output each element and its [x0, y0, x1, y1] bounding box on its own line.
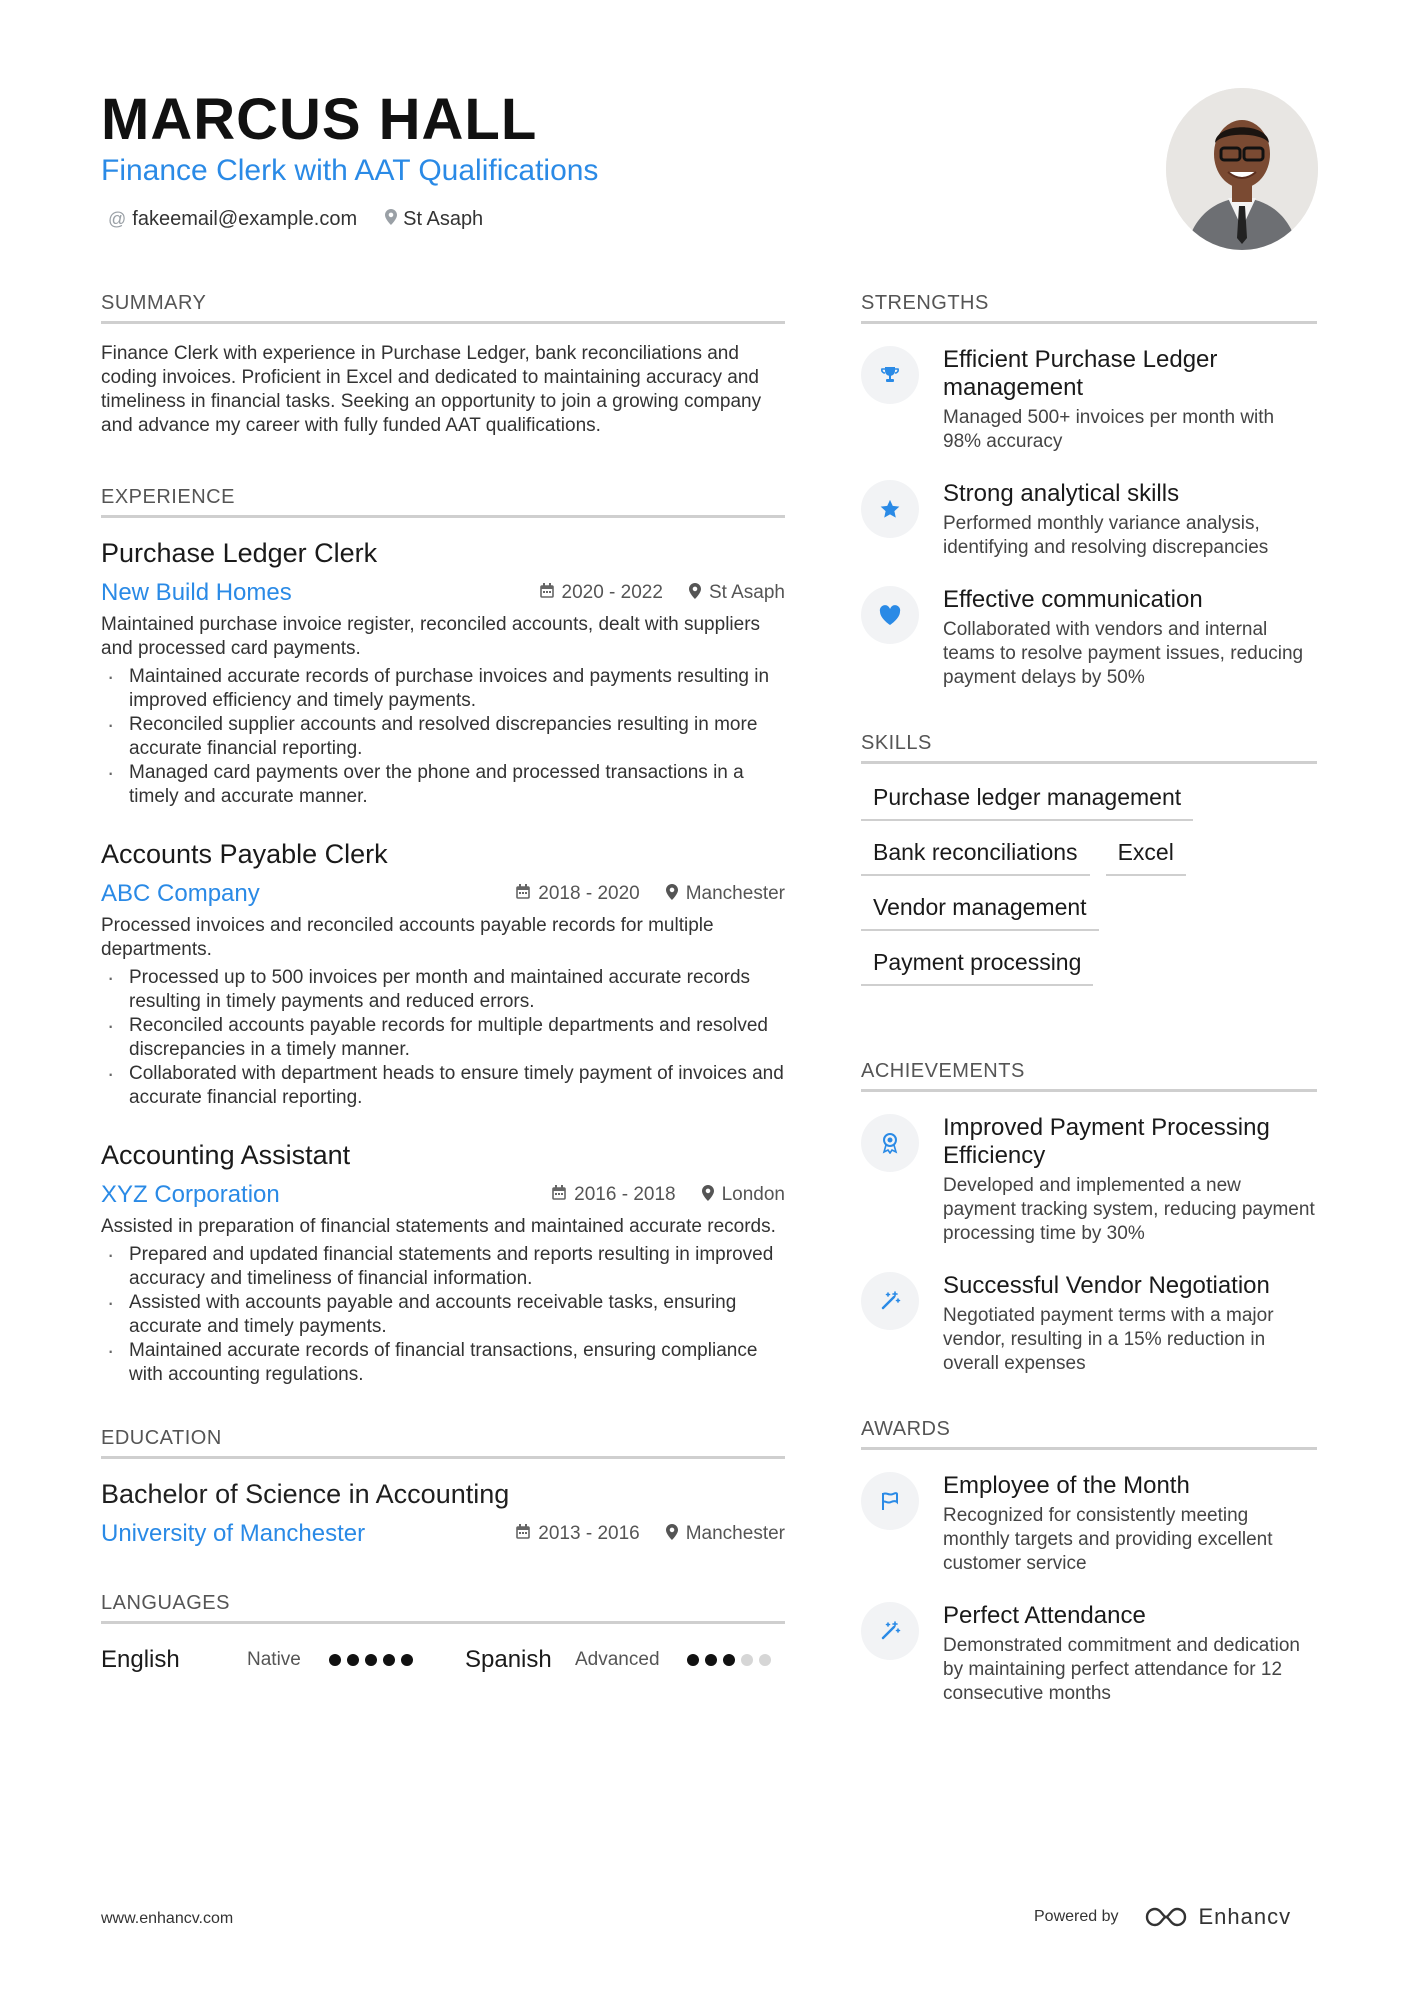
skill-row — [861, 943, 1317, 986]
job-subheader — [101, 579, 785, 607]
strength-body — [943, 480, 1317, 560]
education-meta — [516, 1523, 785, 1545]
rating-dot — [347, 1654, 359, 1666]
location-text: London — [721, 1184, 785, 1205]
strength-desc: Managed 500+ invoices per month with 98% accuracy — [943, 407, 1275, 452]
contact-location — [385, 208, 483, 231]
skill-tag: Payment processing — [861, 943, 1093, 986]
strength-item — [861, 346, 1317, 454]
bullet-item: · Managed card payments over the phone and processed transactions in a timely and accurate manner. — [101, 761, 785, 809]
wand-icon — [861, 1272, 919, 1330]
job-location — [666, 883, 785, 905]
achievement-body — [943, 1114, 1317, 1246]
strength-desc: Collaborated with vendors and internal teams to resolve payment issues, reducing payment delays by 50% — [943, 619, 1304, 688]
summary-text: Finance Clerk with experience in Purchase Ledger, bank reconciliations and coding invoices. Proficient in Excel and dedicated to maintaining accuracy and timeliness in financial tasks. Seeking an opportunity to join a growing company and advance my career with fully funded AAT qualifications. — [101, 343, 762, 436]
bullet-item: · Maintained accurate records of financial transactions, ensuring compliance with accounting regulations. — [101, 1339, 785, 1387]
rating-dot — [723, 1654, 735, 1666]
brand-logo[interactable] — [1143, 1904, 1292, 1930]
award-body — [943, 1472, 1317, 1576]
skills-list — [861, 778, 1317, 986]
bullet-item: · Prepared and updated financial statements and reports resulting in improved accuracy and timeliness of financial information. — [101, 1243, 785, 1291]
location-text: St Asaph — [708, 582, 785, 603]
strength-body — [943, 586, 1317, 690]
rating-dot — [759, 1654, 771, 1666]
award-title: Employee of the Month — [943, 1472, 1190, 1499]
wand-icon — [861, 1602, 919, 1660]
calendar-icon — [540, 583, 554, 603]
location-text: St Asaph — [403, 208, 484, 230]
strength-desc: Performed monthly variance analysis, identifying and resolving discrepancies — [943, 513, 1269, 558]
rating-dot — [401, 1654, 413, 1666]
company-name[interactable]: New Build Homes — [101, 579, 292, 606]
profile-photo — [1166, 88, 1318, 250]
job-title: Purchase Ledger Clerk — [101, 538, 378, 568]
bullet-item: · Assisted with accounts payable and accounts receivable tasks, ensuring accurate and timely payments. — [101, 1291, 785, 1339]
achievement-item — [861, 1272, 1317, 1376]
language-name: Spanish — [465, 1646, 552, 1673]
job-subheader — [101, 1181, 785, 1209]
job-bullets — [101, 1243, 785, 1387]
calendar-icon — [552, 1185, 566, 1205]
company-name[interactable]: XYZ Corporation — [101, 1181, 280, 1208]
job-dates — [552, 1184, 675, 1206]
left-column — [101, 292, 785, 1722]
location-pin-icon — [666, 1524, 678, 1545]
candidate-name: MARCUS HALL — [101, 87, 538, 152]
strength-title: Effective communication — [943, 586, 1203, 613]
achievements-heading: ACHIEVEMENTS — [861, 1060, 1317, 1092]
job-title: Accounts Payable Clerk — [101, 839, 388, 869]
bullet-item: · Reconciled supplier accounts and resolved discrepancies resulting in more accurate financial reporting. — [101, 713, 785, 761]
education-heading: EDUCATION — [101, 1427, 785, 1459]
languages-heading: LANGUAGES — [101, 1592, 785, 1624]
bullet-item: · Processed up to 500 invoices per month and maintained accurate records resulting in timely payments and reduced errors. — [101, 966, 785, 1014]
trophy-icon — [861, 346, 919, 404]
strength-body — [943, 346, 1317, 454]
candidate-title: Finance Clerk with AAT Qualifications — [101, 154, 599, 187]
achievement-desc: Developed and implemented a new payment tracking system, reducing payment processing time by 30% — [943, 1175, 1315, 1244]
calendar-icon — [516, 1524, 530, 1544]
education-subheader — [101, 1520, 785, 1548]
education-location — [666, 1523, 785, 1545]
award-desc: Recognized for consistently meeting monthly targets and providing excellent customer service — [943, 1505, 1273, 1574]
skill-tag: Purchase ledger management — [861, 778, 1193, 821]
achievement-body — [943, 1272, 1317, 1376]
heart-icon — [861, 586, 919, 644]
strength-title: Efficient Purchase Ledger management — [943, 346, 1218, 401]
skill-row — [861, 888, 1317, 931]
skill-tag: Bank reconciliations — [861, 833, 1090, 876]
skill-tag: Vendor management — [861, 888, 1099, 931]
job-location — [689, 582, 785, 604]
rating-dot — [705, 1654, 717, 1666]
bullet-item: · Collaborated with department heads to ensure timely payment of invoices and accurate financial reporting. — [101, 1062, 785, 1110]
dates-text: 2018 - 2020 — [538, 883, 640, 904]
location-pin-icon — [689, 583, 701, 604]
awards-section — [861, 1418, 1317, 1706]
rating-dot — [741, 1654, 753, 1666]
job-subheader — [101, 880, 785, 908]
award-title: Perfect Attendance — [943, 1602, 1146, 1629]
contact-email[interactable] — [108, 208, 357, 231]
school-name[interactable]: University of Manchester — [101, 1520, 366, 1547]
strength-title: Strong analytical skills — [943, 480, 1180, 507]
job-dates — [540, 582, 663, 604]
strengths-section — [861, 292, 1317, 690]
education-section — [101, 1427, 785, 1548]
strength-item — [861, 480, 1317, 560]
job-meta — [552, 1184, 785, 1206]
job-entry — [101, 538, 785, 809]
dates-text: 2020 - 2022 — [561, 582, 663, 603]
award-item — [861, 1602, 1317, 1706]
location-text: Manchester — [685, 1523, 785, 1544]
experience-heading: EXPERIENCE — [101, 486, 785, 518]
rating-dot — [329, 1654, 341, 1666]
bullet-item: · Maintained accurate records of purchase invoices and payments resulting in improved efficiency and timely payments. — [101, 665, 785, 713]
job-entry — [101, 839, 785, 1110]
job-location — [702, 1184, 785, 1206]
languages-row — [101, 1646, 785, 1674]
achievement-title: Successful Vendor Negotiation — [943, 1272, 1270, 1299]
job-bullets — [101, 966, 785, 1110]
language-level: Native — [247, 1649, 301, 1670]
location-pin-icon — [666, 884, 678, 905]
language-name: English — [101, 1646, 180, 1673]
award-icon — [861, 1114, 919, 1172]
job-bullets — [101, 665, 785, 809]
job-title: Accounting Assistant — [101, 1140, 351, 1170]
languages-section — [101, 1592, 785, 1674]
job-meta — [516, 883, 785, 905]
job-meta — [540, 582, 785, 604]
achievement-title: Improved Payment Processing Efficiency — [943, 1114, 1270, 1169]
dates-text: 2013 - 2016 — [538, 1523, 640, 1544]
job-description: Assisted in preparation of financial statements and maintained accurate records. — [101, 1216, 776, 1237]
footer-branding — [1034, 1904, 1291, 1930]
bullet-item: · Reconciled accounts payable records for multiple departments and resolved discrepancies in a timely manner. — [101, 1014, 785, 1062]
rating-dot — [687, 1654, 699, 1666]
job-description: Processed invoices and reconciled accounts payable records for multiple departments. — [101, 915, 714, 960]
skill-row — [861, 778, 1317, 821]
award-item — [861, 1472, 1317, 1576]
summary-heading: SUMMARY — [101, 292, 785, 324]
skill-tag: Excel — [1106, 833, 1186, 876]
right-column — [861, 292, 1317, 1754]
achievements-section — [861, 1060, 1317, 1376]
award-body — [943, 1602, 1317, 1706]
strength-item — [861, 586, 1317, 690]
experience-section — [101, 486, 785, 1387]
rating-dot — [383, 1654, 395, 1666]
company-name[interactable]: ABC Company — [101, 880, 260, 907]
achievement-desc: Negotiated payment terms with a major vendor, resulting in a 15% reduction in overall expenses — [943, 1305, 1274, 1374]
location-pin-icon — [385, 209, 397, 230]
contact-info — [108, 208, 483, 231]
job-dates — [516, 883, 639, 905]
job-description: Maintained purchase invoice register, reconciled accounts, dealt with suppliers and processed card payments. — [101, 614, 761, 659]
email-text: fakeemail@example.com — [132, 208, 358, 230]
language-rating — [329, 1654, 413, 1666]
star-icon — [861, 480, 919, 538]
awards-heading: AWARDS — [861, 1418, 1317, 1450]
achievement-item — [861, 1114, 1317, 1246]
award-desc: Demonstrated commitment and dedication by maintaining perfect attendance for 12 consecutive months — [943, 1635, 1300, 1704]
language-level: Advanced — [575, 1649, 660, 1670]
powered-by-label: Powered by — [1034, 1908, 1119, 1925]
enhancv-logo-icon — [1143, 1905, 1189, 1929]
language-rating — [687, 1654, 771, 1666]
skills-heading: SKILLS — [861, 732, 1317, 764]
summary-section — [101, 292, 785, 438]
job-entry — [101, 1140, 785, 1387]
skills-section — [861, 732, 1317, 986]
location-pin-icon — [702, 1185, 714, 1206]
dates-text: 2016 - 2018 — [574, 1184, 676, 1205]
brand-name: Enhancv — [1198, 1904, 1292, 1929]
education-dates — [516, 1523, 639, 1545]
degree-title: Bachelor of Science in Accounting — [101, 1479, 510, 1509]
flag-icon — [861, 1472, 919, 1530]
calendar-icon — [516, 884, 530, 904]
location-text: Manchester — [685, 883, 785, 904]
skill-row — [861, 833, 1317, 876]
rating-dot — [365, 1654, 377, 1666]
strengths-heading: STRENGTHS — [861, 292, 1317, 324]
at-icon: @ — [108, 209, 127, 229]
footer-website[interactable]: www.enhancv.com — [101, 1910, 234, 1927]
